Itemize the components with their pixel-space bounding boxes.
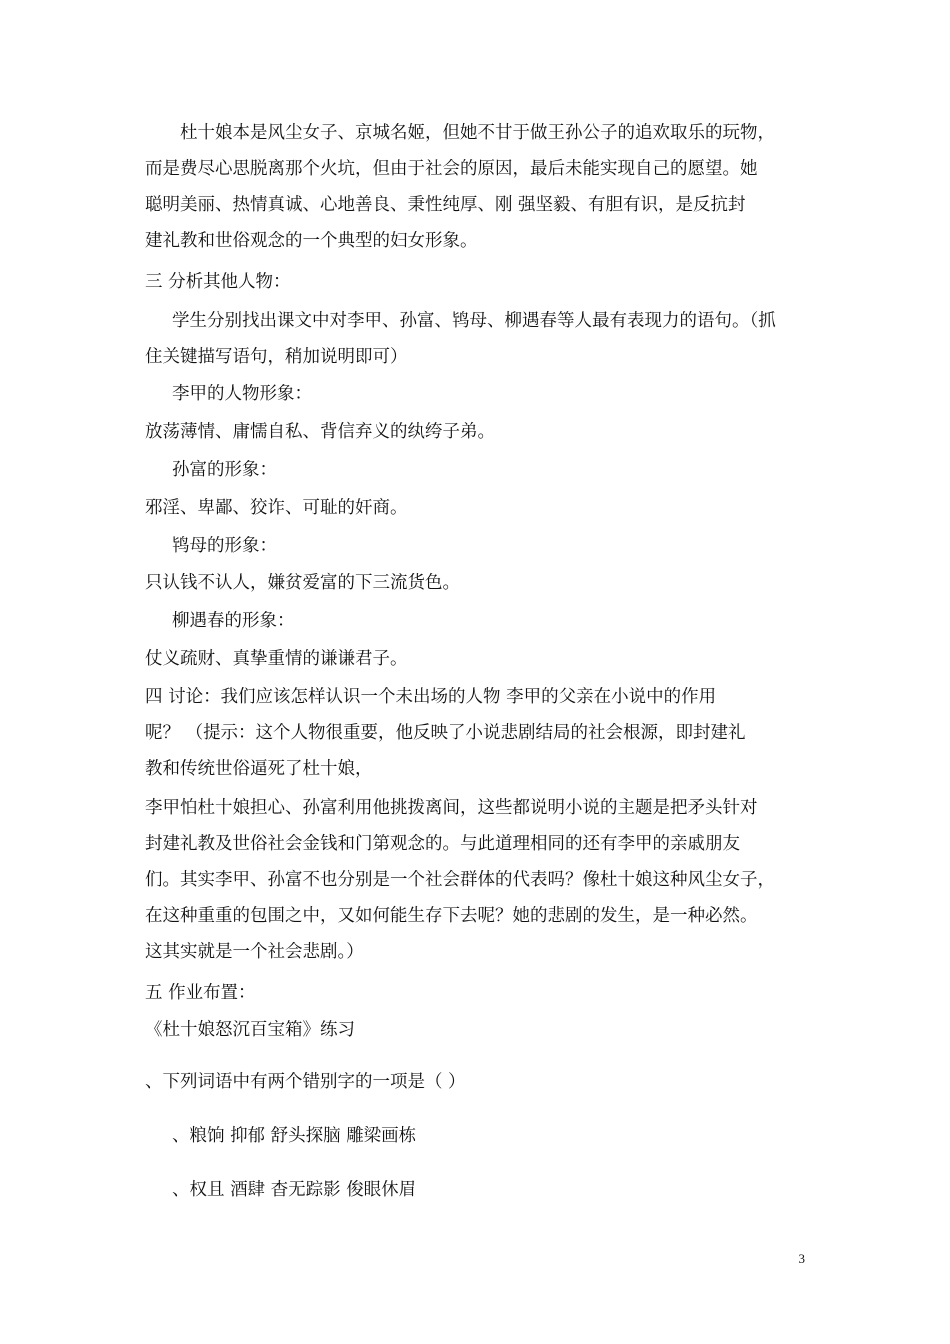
page-number: 3 xyxy=(798,1251,805,1266)
answer-option: 、权且 酒肆 杳无踪影 俊眼休眉 xyxy=(172,1180,417,1200)
paragraph-line: 学生分别找出课文中对李甲、孙富、鸨母、柳遇春等人最有表现力的语句。（抓 xyxy=(172,311,776,331)
answer-option: 、粮饷 抑郁 舒头探脑 雕梁画栋 xyxy=(172,1126,417,1146)
exercise-title: 《杜十娘怒沉百宝箱》练习 xyxy=(145,1020,355,1040)
paragraph-line: 们。其实李甲、孙富不也分别是一个社会群体的代表吗？像杜十娘这种风尘女子， xyxy=(145,870,775,890)
character-description: 只认钱不认人，嫌贫爱富的下三流货色。 xyxy=(145,573,460,593)
paragraph-line: 这其实就是一个社会悲剧。） xyxy=(145,942,364,962)
question: 、下列词语中有两个错别字的一项是（ ） xyxy=(145,1072,466,1092)
character-description: 仗义疏财、真挚重情的谦谦君子。 xyxy=(145,649,408,669)
character-label: 鸨母的形象： xyxy=(172,536,277,556)
paragraph-line: 住关键描写语句，稍加说明即可） xyxy=(145,347,408,367)
character-description: 邪淫、卑鄙、狡诈、可耻的奸商。 xyxy=(145,498,408,518)
paragraph-line: 而是费尽心思脱离那个火坑，但由于社会的原因，最后未能实现自己的愿望。她 xyxy=(145,159,758,179)
character-description: 放荡薄情、庸懦自私、背信弃义的纨绔子弟。 xyxy=(145,422,495,442)
paragraph-line: 杜十娘本是风尘女子、京城名姬，但她不甘于做王孙公子的追欢取乐的玩物， xyxy=(180,123,775,143)
paragraph-line: 呢？ （提示：这个人物很重要，他反映了小说悲剧结局的社会根源，即封建礼 xyxy=(145,723,746,743)
character-label: 柳遇春的形象： xyxy=(172,611,295,631)
section-heading: 三 分析其他人物： xyxy=(145,272,291,292)
section-heading: 四 讨论：我们应该怎样认识一个未出场的人物 李甲的父亲在小说中的作用 xyxy=(145,687,717,707)
paragraph-line: 封建礼教及世俗社会金钱和门第观念的。与此道理相同的还有李甲的亲戚朋友 xyxy=(145,834,740,854)
paragraph-line: 聪明美丽、热情真诚、心地善良、秉性纯厚、刚 强坚毅、有胆有识，是反抗封 xyxy=(145,195,746,215)
paragraph-line: 在这种重重的包围之中，又如何能生存下去呢？她的悲剧的发生，是一种必然。 xyxy=(145,906,758,926)
character-label: 孙富的形象： xyxy=(172,460,277,480)
section-heading: 五 作业布置： xyxy=(145,983,256,1003)
paragraph-line: 建礼教和世俗观念的一个典型的妇女形象。 xyxy=(145,231,478,251)
character-label: 李甲的人物形象： xyxy=(172,384,312,404)
paragraph-line: 教和传统世俗逼死了杜十娘， xyxy=(145,759,373,779)
paragraph-line: 李甲怕杜十娘担心、孙富利用他挑拨离间，这些都说明小说的主题是把矛头针对 xyxy=(145,798,758,818)
